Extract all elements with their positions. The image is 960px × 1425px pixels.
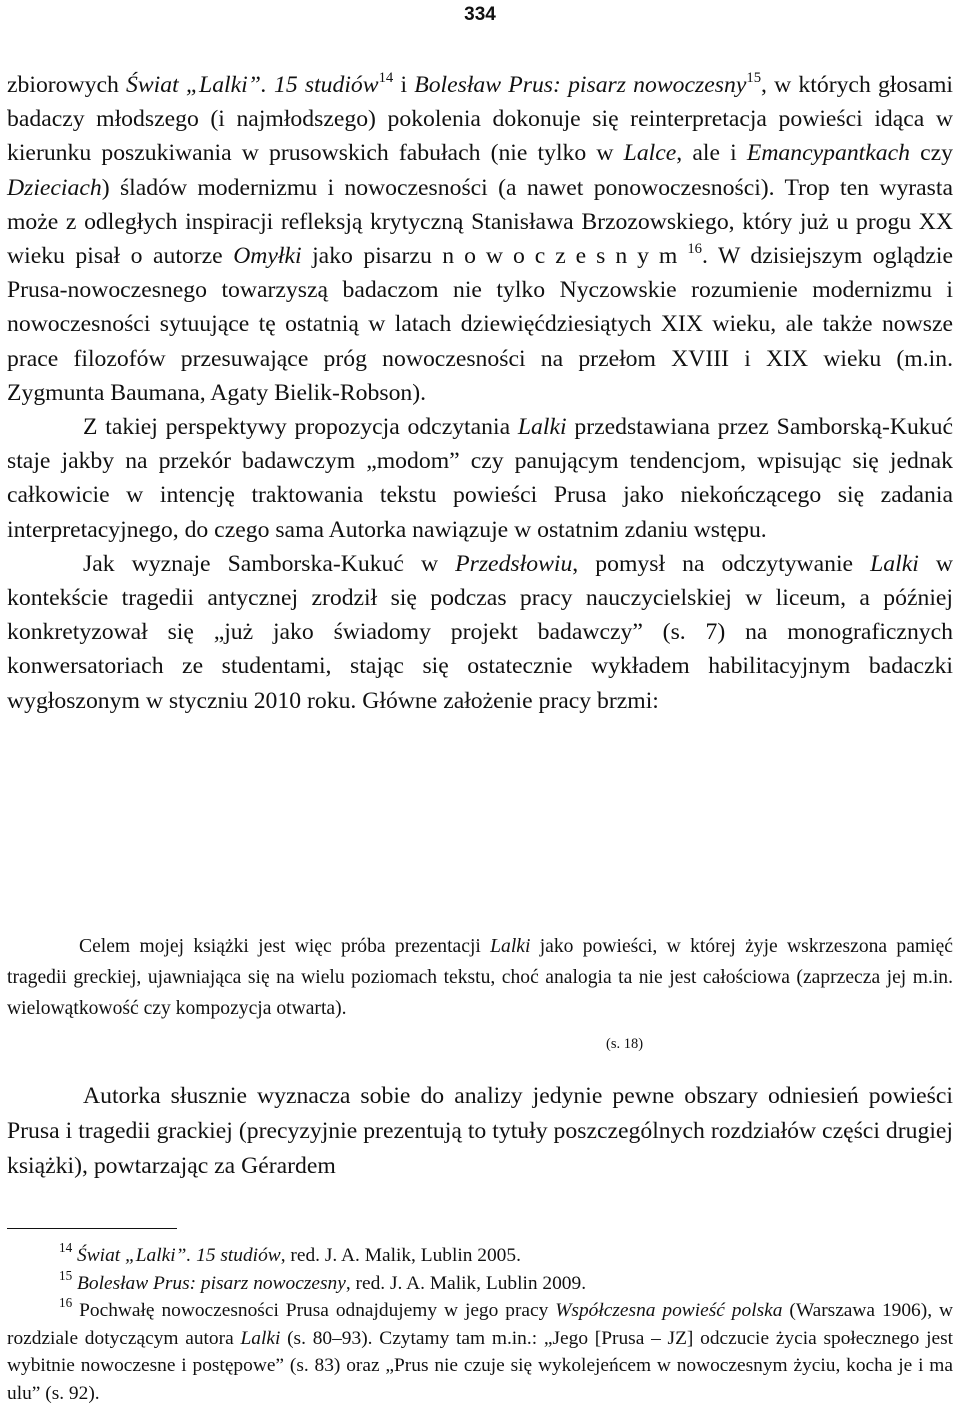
footnote-ref: 15 (59, 1267, 73, 1283)
footnotes (7, 1242, 953, 1407)
italic-title: Współczesna powieść polska (555, 1300, 783, 1321)
footnote-ref: 16 (59, 1295, 73, 1311)
footnote-ref: 16 (687, 240, 702, 257)
italic-title: Świat „Lalki”. 15 studiów (126, 72, 379, 98)
footnote-rule (7, 1228, 177, 1229)
text-run: . W dzisiejszym oglądzie Prusa-nowoczesnego towarzyszą badaczom nie tylko Nyczowskie rozumienie modernizmu i nowoczesności sytuujące tę ostatnią w latach dziewięćdziesiątych XIX wieku, ale także nowsze prace filozofów przesuwające próg nowoczesności na przełom XVIII i XIX wieku (m.in. Zygmunta Baumana, Agaty Bielik-Robson). (7, 243, 954, 406)
paragraph (7, 547, 953, 718)
text-run: jako powieści, w której żyje wskrzeszona pamięć tragedii greckiej, ujawniająca się na wielu poziomach tekstu, choć analogia ta nie jest całościowa (zaprzecza jej m.in. wielowątkowość czy kompozycja otwarta). (7, 936, 953, 1019)
paragraph (7, 68, 953, 410)
italic-title: Świat „Lalki”. 15 studiów (77, 1245, 281, 1266)
footnote-14 (7, 1242, 953, 1270)
footnote-ref: 15 (746, 69, 762, 86)
italic-title: Lalki (517, 414, 567, 441)
italic-title: Dzieciach (7, 174, 102, 201)
text-run: zbiorowych (7, 72, 127, 98)
quote-text (7, 931, 953, 1024)
text-run: ) śladów modernizmu i nowoczesności (a nawet ponowoczesności). Trop ten wyrasta może z odległych inspiracji refleksją krytyczną Stanisława Brzozowskiego, który już u progu XX wieku pisał o autorze (7, 174, 953, 270)
text-run: , red. J. A. Malik, Lublin 2005. (280, 1245, 521, 1266)
footnote-15 (7, 1267, 953, 1298)
text-run: Pochwałę nowoczesności Prusa odnajdujemy w jego pracy (72, 1300, 556, 1321)
paragraph (7, 410, 953, 547)
footnote-ref: 14 (59, 1240, 73, 1256)
text-run: , w których głosami badaczy młodszego (i najmłodszego) pokolenia dokonuje się reinterpretacja powieści idąca w kierunku poszukiwania w prusowskich fabułach (nie tylko w (7, 72, 953, 167)
quote-source: (s. 18) (606, 1036, 644, 1052)
italic-title: Omyłki (233, 243, 302, 270)
spaced-word: nowoczesnym (442, 243, 688, 270)
block-quote (7, 931, 953, 1024)
closing-text (7, 1079, 953, 1183)
text-run: Z takiej perspektywy propozycja odczytania (83, 414, 518, 441)
text-run: czy (909, 140, 954, 167)
italic-title: Lalce (623, 140, 677, 167)
text-run: i (393, 72, 415, 98)
italic-title: Emancypantkach (746, 140, 910, 167)
text-run: , ale i (676, 140, 747, 167)
text-run: , pomysł na odczytywanie (572, 550, 871, 577)
text-run: (Warszawa 1906), w rozdziale dotyczącym autora (7, 1300, 953, 1349)
text-run: Celem mojej książki jest więc próba prezentacji (79, 936, 491, 957)
footnote-16 (7, 1297, 953, 1407)
italic-title: Bolesław Prus: pisarz nowoczesny (414, 72, 747, 98)
page-number: 334 (464, 4, 496, 25)
italic-title: Lalki (240, 1327, 281, 1349)
italic-title: Bolesław Prus: pisarz nowoczesny (77, 1272, 346, 1294)
text-run: jako pisarzu (301, 243, 443, 270)
text-run: Jak wyznaje Samborska-Kukuć w (83, 550, 456, 577)
text-run: (s. 80–93). Czytamy tam m.in.: „Jego [Prusa – JZ] odczucie życia społecznego jest wybitnie nowoczesne i postępowe” (s. 83) oraz „Prus nie czuje się wykolejeńcem w nowoczesnym życiu, kocha je i ma ulu” (s. 92). (7, 1327, 954, 1404)
paragraph (7, 1079, 953, 1183)
italic-title: Lalki (490, 936, 531, 957)
text-run: w kontekście tragedii antycznej zrodził się podczas pracy nauczycielskiej w liceum, a później konkretyzował się „już jako świadomy projekt badawczy” (s. 7) na monograficznych konwersatoriach ze studentami, stając się ostatecznie wykładem habilitacyjnym badaczki wygłoszonym w styczniu 2010 roku. Główne założenie pracy brzmi: (7, 550, 953, 714)
italic-title: Przedsłowiu (455, 550, 573, 577)
footnote-ref: 14 (378, 69, 394, 86)
text-run: przedstawiana przez Samborską-Kukuć staje jakby na przekór badawczym „modom” czy panującym tendencjom, wpisując się jednak całkowicie w intencję traktowania tekstu powieści Prusa jako niekończącego się zadania interpretacyjnego, do czego sama Autorka nawiązuje w ostatnim zdaniu wstępu. (7, 414, 953, 543)
main-text (7, 68, 953, 718)
text-run: Autorka słusznie wyznacza sobie do analizy jedynie pewne obszary odniesień powieści Prusa i tragedii grackiej (precyzyjnie prezentują to tytuły poszczególnych rozdziałów części drugiej książki), powtarzając za Gérardem (7, 1083, 953, 1179)
italic-title: Lalki (870, 550, 919, 577)
text-run: , red. J. A. Malik, Lublin 2009. (345, 1272, 587, 1294)
